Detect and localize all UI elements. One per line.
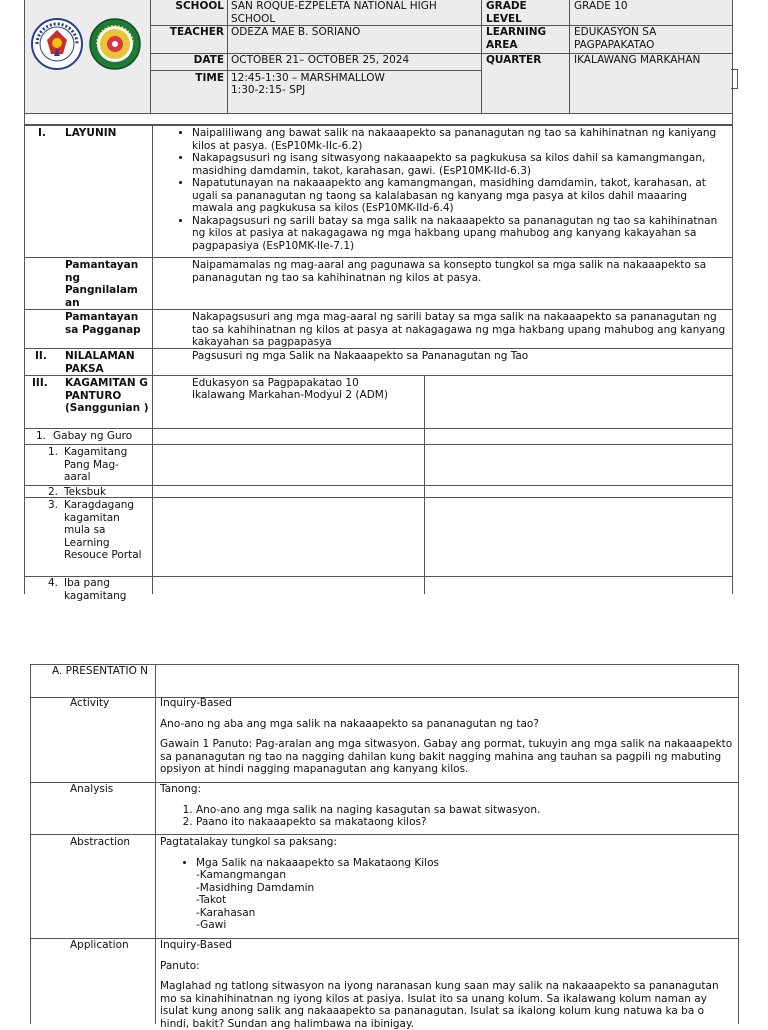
factor-item: -Gawi: [196, 919, 227, 931]
layunin-number: I.: [38, 127, 46, 139]
divider: [155, 664, 156, 1024]
kagamitan-number: III.: [32, 377, 48, 389]
layunin-label: LAYUNIN: [65, 127, 117, 139]
date-label: DATE: [193, 54, 224, 66]
sub-row-label: Teksbuk: [64, 486, 107, 498]
analysis-content: [160, 783, 734, 829]
factor-item: -Karahasan: [196, 906, 256, 919]
objective-item: • Naipaliliwang ang bawat salik na nakaaapekto sa pananagutan ng tao sa kahihinatnan ng kaniyang kilos at pasya. (EsP10Mk-IIc-6.2): [192, 127, 731, 152]
grade-label: GRADE LEVEL: [486, 0, 527, 25]
learning-area-label: LEARNING AREA: [486, 26, 547, 51]
abstraction-intro: Pagtatalakay tungkol sa paksang:: [160, 836, 337, 848]
application-panuto: Panuto:: [160, 959, 200, 972]
school-label: SCHOOL: [175, 0, 224, 12]
quarter-label: QUARTER: [486, 54, 542, 66]
kagamitan-line-2: Ikalawang Markahan-Modyul 2 (ADM): [192, 389, 388, 401]
teacher-label: TEACHER: [169, 26, 224, 38]
factor-item: -Kamangmangan: [196, 869, 286, 881]
kagamitan-label: KAGAMITAN G PANTURO (Sanggunian ): [65, 377, 149, 414]
objective-item: • Napatutunayan na nakaaapekto ang kamangmangan, masidhing damdamin, takot, karahasan, at ugali sa pananagutan ng taong sa kalalabasan ng kanyang mga pasya at kilos dahil maaaring mawala ang pagkukusa sa kilos (EsP10MK-IId-6.4): [192, 177, 731, 215]
time-line-1: 12:45-1:30 – MARSHMALLOW: [231, 72, 385, 84]
pamantayan-pangnilalaman-label: Pamantayan ng Pangnilalam an: [65, 259, 139, 309]
divider: [569, 0, 570, 113]
margin-marker: [731, 69, 738, 89]
pamantayan-pangnilalaman-text: Naipamamalas ng mag-aaral ang pagunawa sa konsepto tungkol sa mga salik na nakaaapekto sa pananagutan ng tao sa kahihinatnan ng kilos at pasya.: [192, 259, 707, 284]
divider: [227, 0, 228, 113]
divider: [150, 0, 151, 113]
analysis-question: 2. Paano ito nakaaapekto sa makataong kilos?: [196, 816, 734, 829]
activity-content: [160, 697, 734, 784]
divider: [24, 257, 733, 258]
quarter-value: IKALAWANG MARKAHAN: [574, 54, 701, 66]
date-value: OCTOBER 21– OCTOBER 25, 2024: [231, 54, 410, 66]
activity-label: Activity: [70, 697, 110, 709]
sub-row-label: Gabay ng Guro: [53, 430, 133, 442]
factor-item: -Masidhing Damdamin: [196, 881, 315, 894]
sub-row-number: 3.: [48, 499, 59, 511]
layunin-objectives: [175, 127, 731, 252]
divider: [30, 834, 739, 835]
divider: [152, 125, 153, 594]
time-label: TIME: [195, 72, 224, 84]
sub-row-number: 4.: [48, 577, 59, 589]
nilalaman-number: II.: [35, 350, 47, 362]
objective-item: • Nakapagsusuri ng sarili batay sa mga salik na nakaaapekto sa pananagutan ng tao sa kahihinatnan ng kilos at pasiya at nakagagawa ng mga hakbang upang mahubog ang kanyang kakayahan sa pagpapasiya (EsP10MK-IIe-7.1): [192, 215, 731, 253]
factor-item: -Takot: [196, 894, 227, 906]
analysis-intro: Tanong:: [160, 783, 202, 795]
sub-row-label-text: Iba pang kagamitang: [64, 577, 127, 602]
spacer-row: [24, 113, 733, 125]
application-type: Inquiry-Based: [160, 939, 232, 951]
abstraction-topic-title: Mga Salik na nakaaapekto sa Makataong Kilos: [196, 856, 439, 869]
sub-row-number: 2.: [48, 486, 59, 498]
divider: [24, 444, 733, 445]
deped-seal-logo: [31, 18, 83, 70]
sub-row-number: 1.: [36, 430, 47, 442]
divider: [150, 70, 481, 71]
pamantayan-pagganap-label: Pamantayan sa Pagganap: [65, 311, 141, 336]
divider: [24, 375, 733, 376]
sub-row-label: Karagdagang kagamitan mula sa Learning Resouce Portal: [64, 499, 142, 561]
sub-row-number: 1.: [48, 446, 59, 458]
analysis-label: Analysis: [70, 783, 114, 795]
school-seal-logo: [89, 18, 141, 70]
objective-item: • Nakapagsusuri ng isang sitwasyong nakaaapekto sa pagkukusa sa kilos dahil sa kamangmangan, masidhing damdamin, takot, karahasan, gawi. (EsP10MK-IId-6.3): [192, 152, 731, 177]
nilalaman-text: Pagsusuri ng mga Salik na Nakaaapekto sa Pananagutan ng Tao: [192, 350, 529, 362]
pamantayan-pagganap-text: Nakapagsusuri ang mga mag-aaral ng sarili batay sa mga salik na nakaaapekto sa pananagutan ng tao sa kahihinatnan ng kilos at pasya at nakagagawa ng mga hakbang upang mahubog ang kanyang kakayahan sa pagpapasya: [192, 311, 726, 348]
nilalaman-label: NILALAMAN PAKSA: [65, 350, 135, 375]
kagamitan-line-1: Edukasyon sa Pagpapakatao 10: [192, 377, 359, 389]
divider: [481, 0, 482, 113]
divider: [24, 309, 733, 310]
presentation-label: A. PRESENTATIO N: [52, 665, 149, 677]
teacher-name: ODEZA MAE B. SORIANO: [231, 26, 361, 38]
sub-row-label: [64, 577, 150, 602]
grade-value: GRADE 10: [574, 0, 628, 12]
abstraction-label: Abstraction: [70, 836, 131, 848]
analysis-question: 1. Ano-ano ang mga salik na naging kasagutan sa bawat sitwasyon.: [196, 804, 734, 817]
abstraction-topic: [196, 857, 734, 932]
learning-area-value: EDUKASYON SA PAGPAPAKATAO: [574, 26, 657, 51]
application-text: Maglahad ng tatlong sitwasyon na iyong naranasan kung saan may salik na nakaaapekto sa pananagutan mo sa kinahihinatnan ng iyong kilos at pasiya. Isulat ito sa unang kolum. Sa ikalawang kolum naman ay isulat kung anong salik ang nakaaapekto sa pananagutan. Isulat sa ikalong kolum kung natuwa ka ba o hindi, bakit? Sundan ang halimbawa na ibinigay.: [160, 980, 719, 1030]
activity-question: Ano-ano ng aba ang mga salik na nakaaapekto sa pananagutan ng tao?: [160, 717, 539, 730]
application-label: Application: [70, 939, 129, 951]
divider: [24, 428, 733, 429]
activity-task: Gawain 1 Panuto: Pag-aralan ang mga sitwasyon. Gabay ang pormat, tukuyin ang mga salik na nakaaapekto sa pananagutan ng tao na nagging dahilan kung bakit nagging mahina ang tauhan sa pagpili ng mabuting opsiyon at hindi nagging mapanagutan ang kanyang kilos.: [160, 738, 733, 775]
time-line-2: 1:30-2:15- SPJ: [231, 84, 306, 96]
abstraction-content: [160, 836, 734, 932]
activity-type: Inquiry-Based: [160, 697, 232, 709]
application-content: [160, 939, 734, 1030]
sub-row-label: Kagamitang Pang Mag-aaral: [64, 446, 128, 483]
school-name: SAN ROQUE-EZPELETA NATIONAL HIGH SCHOOL: [231, 0, 437, 25]
